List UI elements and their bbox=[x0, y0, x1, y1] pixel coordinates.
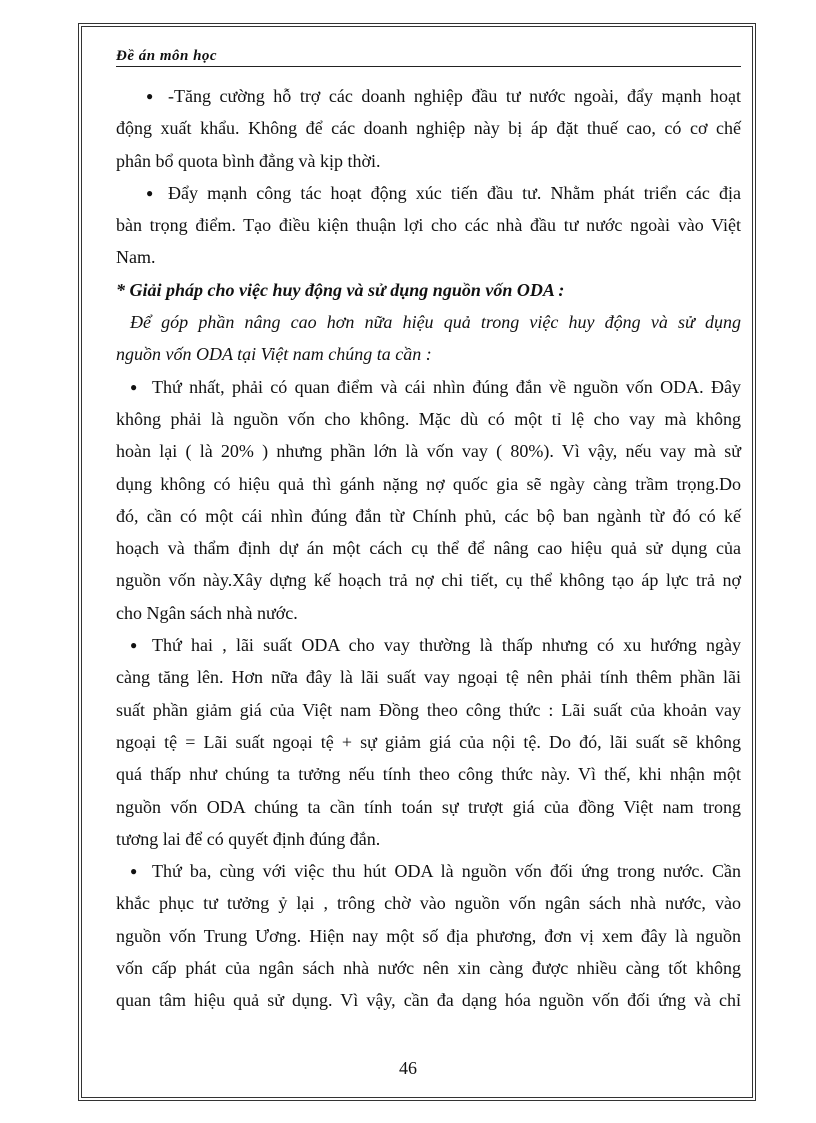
paragraph-line: cho Ngân sách nhà nước. bbox=[116, 602, 298, 623]
bullet-icon: ● bbox=[130, 864, 138, 879]
bullet-paragraph-second bbox=[116, 629, 741, 855]
paragraph-line: hoàn lại ( là 20% ) nhưng phần lớn là vốn vay ( 80%). Vì vậy, nếu vay mà sử bbox=[116, 441, 741, 462]
bullet-icon: ● bbox=[146, 89, 154, 103]
paragraph-line: Thứ hai , lãi suất ODA cho vay thường là thấp nhưng có xu hướng ngày bbox=[152, 635, 741, 656]
paragraph-line: phân bổ quota bình đẳng và kịp thời. bbox=[116, 150, 381, 171]
paragraph-line: Nam. bbox=[116, 247, 156, 268]
paragraph-line: Đẩy mạnh công tác hoạt động xúc tiến đầu tư. Nhằm phát triển các địa bbox=[168, 182, 741, 203]
paragraph-line: Để góp phần nâng cao hơn nữa hiệu quả trong việc huy động và sử dụng bbox=[130, 312, 741, 333]
bullet-paragraph-foreign-investment-support bbox=[116, 80, 741, 177]
paragraph-line: không phải là nguồn vốn cho không. Mặc dù có một tỉ lệ cho vay mà không bbox=[116, 408, 741, 429]
paragraph-line: nguồn vốn này.Xây dựng kế hoạch trả nợ chi tiết, cụ thể không tạo áp lực trả nợ bbox=[116, 570, 741, 591]
bullet-icon: ● bbox=[130, 638, 138, 653]
paragraph-line: khắc phục tư tưởng ỷ lại , trông chờ vào nguồn vốn ngân sách nhà nước, vào bbox=[116, 893, 741, 914]
paragraph-line: nguồn vốn ODA chúng ta cần tính toán sự trượt giá của đồng Việt nam trong bbox=[116, 796, 741, 817]
paragraph-line: quá thấp như chúng ta tưởng nếu tính theo công thức này. Vì thế, khi nhận một bbox=[116, 764, 741, 785]
bullet-paragraph-first bbox=[116, 371, 741, 629]
heading-text: * Giải pháp cho việc huy động và sử dụng nguồn vốn ODA : bbox=[116, 279, 565, 300]
paragraph-line: dụng không có hiệu quả thì gánh nặng nợ quốc gia sẽ ngày càng trầm trọng.Do bbox=[116, 473, 741, 494]
bullet-icon: ● bbox=[130, 379, 138, 394]
paragraph-line: ngoại tệ = Lãi suất ngoại tệ + sự giảm giá của nội tệ. Do đó, lãi suất sẽ không bbox=[116, 731, 741, 752]
document-body bbox=[116, 80, 741, 1017]
bullet-icon: ● bbox=[146, 185, 154, 200]
paragraph-line: nguồn vốn ODA tại Việt nam chúng ta cần : bbox=[116, 344, 432, 365]
paragraph-line: -Tăng cường hỗ trợ các doanh nghiệp đầu tư nước ngoài, đẩy mạnh hoạt bbox=[168, 86, 741, 106]
paragraph-line: Thứ nhất, phải có quan điểm và cái nhìn đúng đắn về nguồn vốn ODA. Đây bbox=[152, 376, 741, 397]
intro-paragraph bbox=[116, 306, 741, 371]
paragraph-line: bàn trọng điểm. Tạo điều kiện thuận lợi cho các nhà đầu tư nước ngoài vào Việt bbox=[116, 215, 741, 236]
paragraph-line: tương lai để có quyết định đúng đắn. bbox=[116, 828, 381, 849]
paragraph-line: càng tăng lên. Hơn nữa đây là lãi suất vay ngoại tệ nên phải tính thêm phần lãi bbox=[116, 667, 741, 688]
paragraph-line: Thứ ba, cùng với việc thu hút ODA là nguồn vốn đối ứng trong nước. Cần bbox=[152, 861, 741, 882]
paragraph-line: động xuất khẩu. Không để các doanh nghiệp này bị áp đặt thuế cao, có cơ chế bbox=[116, 118, 741, 139]
paragraph-line: quan tâm hiệu quả sử dụng. Vì vậy, cần đa dạng hóa nguồn vốn đối ứng và chỉ bbox=[116, 990, 741, 1011]
paragraph-line: suất phần giảm giá của Việt nam Đồng theo công thức : Lãi suất của khoản vay bbox=[116, 699, 741, 720]
section-heading-oda-solutions bbox=[116, 274, 741, 306]
page-header: Đề án môn học bbox=[116, 46, 741, 67]
paragraph-line: vốn cấp phát của ngân sách nhà nước nên xin càng được nhiều càng tốt không bbox=[116, 958, 741, 979]
page-number: 46 bbox=[399, 1058, 417, 1078]
paragraph-line: đó, cần có một cái nhìn đúng đắn từ Chính phủ, các bộ ban ngành từ đó có kế bbox=[116, 505, 741, 526]
bullet-paragraph-investment-promotion bbox=[116, 177, 741, 274]
paragraph-line: hoạch và thẩm định dự án một cách cụ thể để nâng cao hiệu quả sử dụng của bbox=[116, 538, 741, 559]
bullet-paragraph-third bbox=[116, 855, 741, 1016]
paragraph-line: nguồn vốn Trung Ương. Hiện nay một số địa phương, đơn vị xem đây là nguồn bbox=[116, 925, 741, 946]
